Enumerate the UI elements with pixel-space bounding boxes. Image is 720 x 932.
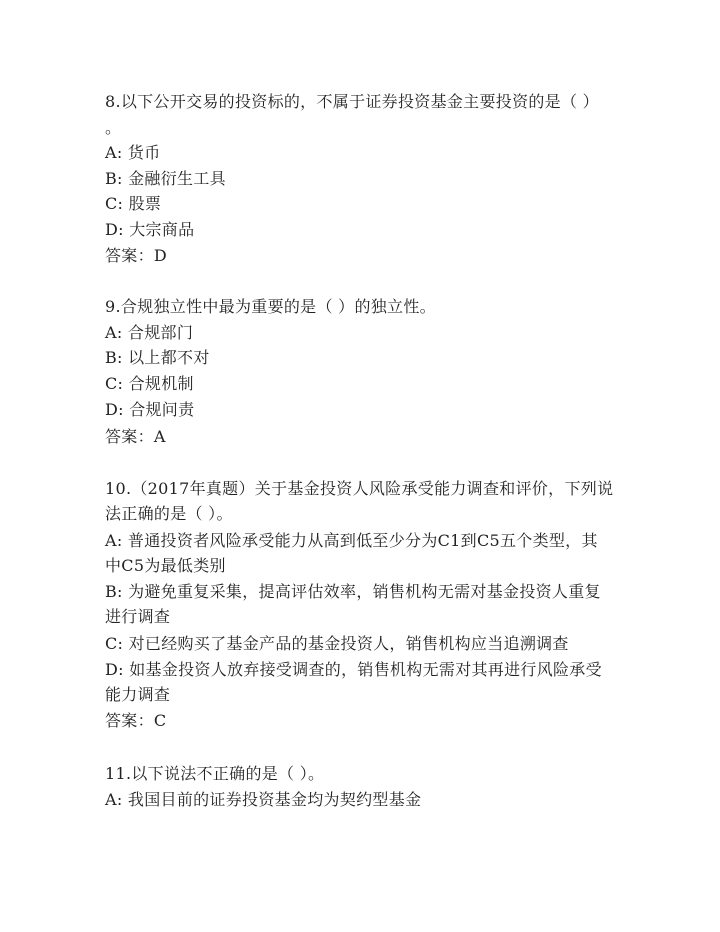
question-10-option-d-cont: 能力调查 [105, 685, 171, 704]
question-8-option-a: A: 货币 [105, 143, 161, 162]
question-10-option-b-cont: 进行调查 [105, 607, 171, 626]
question-10-option-b: B: 为避免重复采集，提高评估效率，销售机构无需对基金投资人重复 [105, 582, 601, 601]
question-10-stem: 10.（2017年真题）关于基金投资人风险承受能力调查和评价，下列说 [105, 479, 614, 498]
question-9-option-b: B: 以上都不对 [105, 348, 210, 367]
question-10-answer: 答案：C [105, 711, 167, 730]
question-8-stem: 8.以下公开交易的投资标的，不属于证券投资基金主要投资的是（ ） [105, 92, 599, 111]
question-10-option-a-cont: 中C5为最低类别 [105, 556, 226, 575]
question-8-option-b: B: 金融衍生工具 [105, 169, 226, 188]
question-11-option-a: A: 我国目前的证券投资基金均为契约型基金 [105, 790, 422, 809]
question-9-option-c: C: 合规机制 [105, 374, 194, 393]
question-8-option-d: D: 大宗商品 [105, 220, 195, 239]
question-10-option-c: C: 对已经购买了基金产品的基金投资人，销售机构应当追溯调查 [105, 634, 569, 653]
question-9-stem: 9.合规独立性中最为重要的是（ ）的独立性。 [105, 297, 436, 316]
question-8-stem-cont: 。 [105, 118, 122, 137]
question-11-stem: 11.以下说法不正确的是（ ）。 [105, 764, 325, 783]
question-9-answer: 答案：A [105, 427, 166, 446]
question-10-option-d: D: 如基金投资人放弃接受调查的，销售机构无需对其再进行风险承受 [105, 660, 602, 679]
question-8-option-c: C: 股票 [105, 194, 162, 213]
question-10-stem-cont: 法正确的是（ ）。 [105, 504, 233, 523]
question-9-option-a: A: 合规部门 [105, 323, 194, 342]
question-8-answer: 答案：D [105, 246, 168, 265]
question-10-option-a: A: 普通投资者风险承受能力从高到低至少分为C1到C5五个类型，其 [105, 531, 598, 550]
question-9-option-d: D: 合规问责 [105, 400, 195, 419]
